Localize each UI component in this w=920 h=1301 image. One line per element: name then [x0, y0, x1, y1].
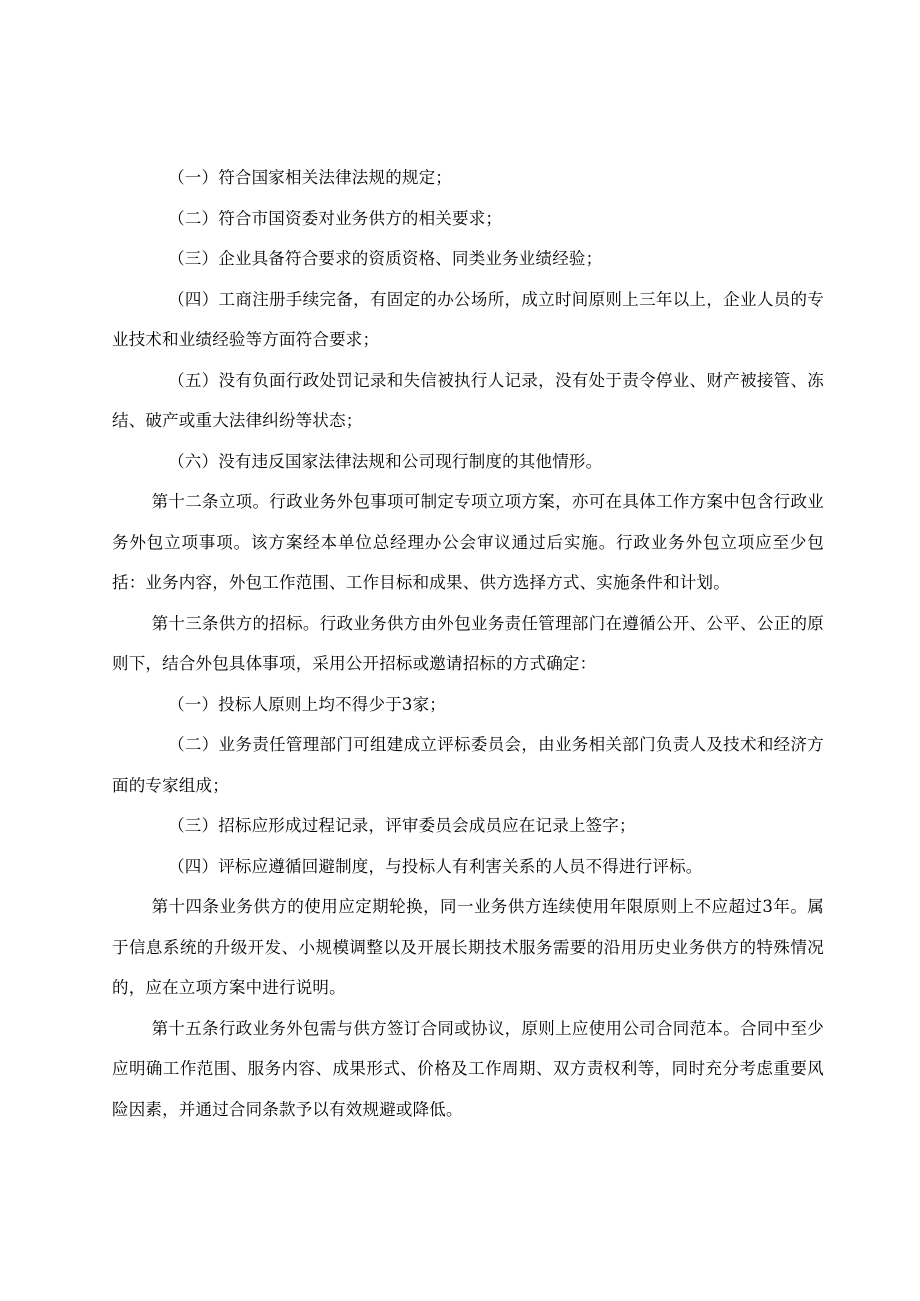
tender-clause-3: （三）招标应形成过程记录，评审委员会成员应在记录上签字； [168, 816, 636, 835]
clause-2: （二）符合市国资委对业务供方的相关要求； [168, 208, 503, 228]
clause-4: （四）工商注册手续完备，有固定的办公场所，成立时间原则上三年以上，企业人员的专业技术和业绩经验等方面符合要求； [112, 289, 824, 349]
clause-5: （五）没有负面行政处罚记录和失信被执行人记录，没有处于责令停业、财产被接管、冻结、破产或重大法律纠纷等状态； [112, 370, 824, 430]
document-body [112, 158, 824, 1130]
tender-clause-2: （二）业务责任管理部门可组建成立评标委员会，由业务相关部门负责人及技术和经济方面的专家组成； [112, 735, 824, 795]
article-14: 第十四条业务供方的使用应定期轮换，同一业务供方连续使用年限原则上不应超过3年。属于信息系统的升级开发、小规模调整以及开展长期技术服务需要的沿用历史业务供方的特殊情况的，应在立项方案中进行说明。 [112, 897, 824, 997]
clause-3: （三）企业具备符合要求的资质资格、同类业务业绩经验； [168, 249, 603, 268]
tender-clause-4: （四）评标应遵循回避制度，与投标人有利害关系的人员不得进行评标。 [168, 856, 703, 876]
article-15: 第十五条行政业务外包需与供方签订合同或协议，原则上应使用公司合同范本。合同中至少应明确工作范围、服务内容、成果形式、价格及工作周期、双方责权利等，同时充分考虑重要风险因素，并通过合同条款予以有效规避或降低。 [112, 1018, 824, 1119]
clause-6: （六）没有违反国家法律法规和公司现行制度的其他情形。 [168, 451, 603, 471]
article-12: 第十二条立项。行政业务外包事项可制定专项立项方案，亦可在具体工作方案中包含行政业务外包立项事项。该方案经本单位总经理办公会审议通过后实施。行政业务外包立项应至少包括：业务内容，外包工作范围、工作目标和成果、供方选择方式、实施条件和计划。 [112, 492, 824, 592]
clause-1: （一）符合国家相关法律法规的规定； [168, 168, 452, 187]
tender-clause-1: （一）投标人原则上均不得少于3家； [168, 694, 446, 714]
article-13: 第十三条供方的招标。行政业务供方由外包业务责任管理部门在遵循公开、公平、公正的原则下，结合外包具体事项，采用公开招标或邀请招标的方式确定： [112, 613, 824, 673]
